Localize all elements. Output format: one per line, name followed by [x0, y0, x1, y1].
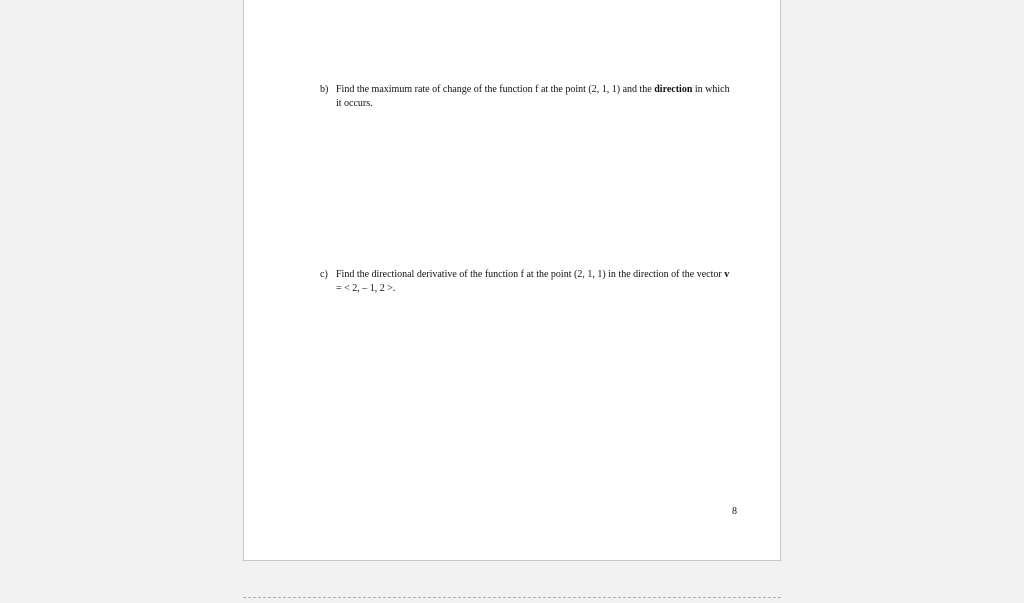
question-b-text-end: in which it occurs.: [336, 84, 730, 109]
question-c-bold-term: v: [724, 269, 730, 280]
question-b-text-start: Find the maximum rate of change of the function f at the point (2, 1, 1) and the: [336, 84, 655, 95]
question-b-text: [336, 83, 730, 111]
page-number: 8: [732, 506, 737, 517]
question-c-letter: c): [320, 269, 328, 280]
document-page: [243, 0, 781, 561]
next-page-edge: [243, 597, 781, 598]
question-b-bold-term: direction: [654, 84, 693, 95]
question-c: [320, 268, 730, 296]
question-b-letter: b): [320, 84, 329, 95]
question-c-text: [336, 268, 730, 296]
question-c-text-end: = < 2, – 1, 2 >.: [336, 283, 396, 294]
question-b: [320, 83, 730, 111]
question-c-text-start: Find the directional derivative of the function f at the point (2, 1, 1) in the direction of the vector: [336, 269, 725, 280]
